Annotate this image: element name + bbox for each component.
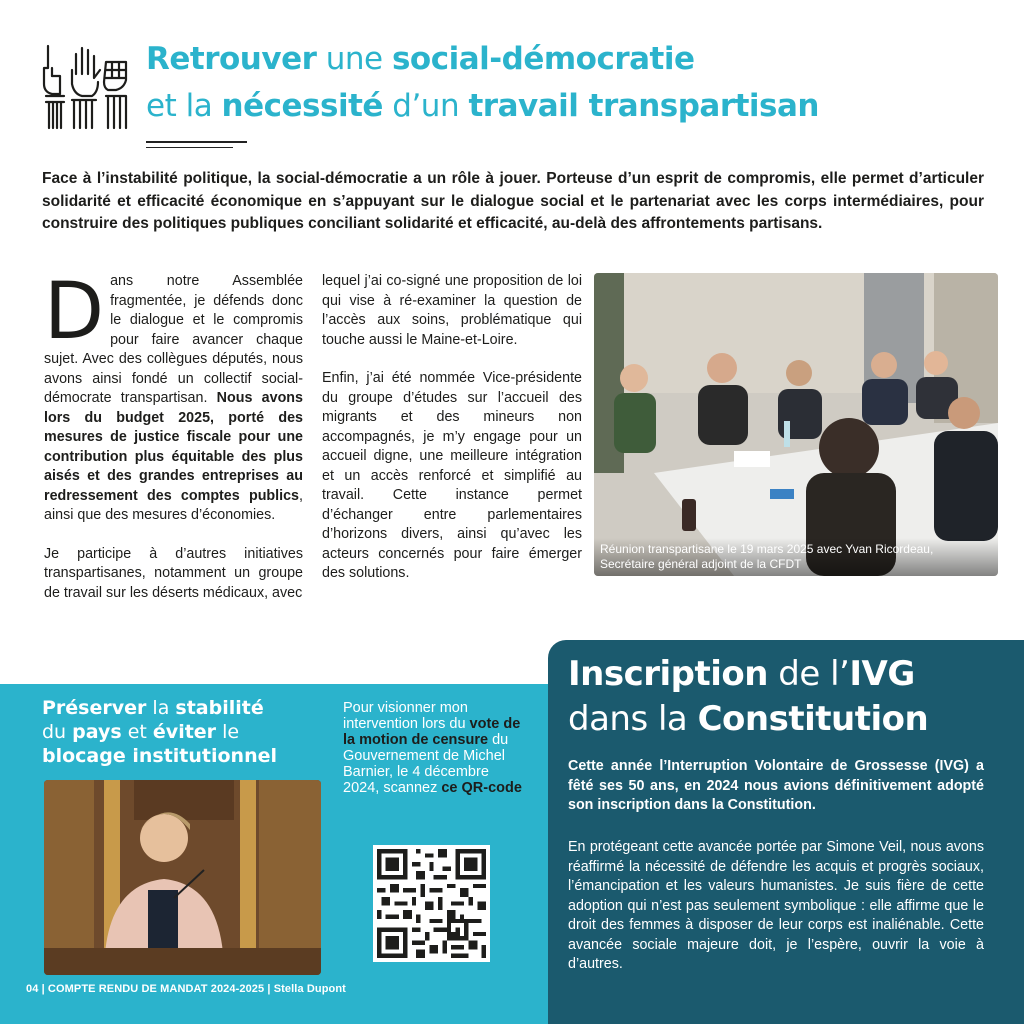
assembly-speech-photo [44,780,321,975]
stability-title-run: Préserver [42,697,147,719]
caption-line-2: Secrétaire général adjoint de la CFDT [600,557,802,571]
stability-title-run: du [42,721,73,743]
title-line-1 [146,36,819,83]
title-run: d’un [382,88,469,124]
stability-title-run: et [121,721,153,743]
qr-code-icon [377,849,486,958]
caption-line-1: Réunion transpartisane le 19 mars 2025 avec Yvan Ricordeau, [600,542,934,556]
title-run: Retrouver [146,41,317,77]
stability-title-run: stabilité [175,697,264,719]
ivg-title-run: Inscription [568,654,768,694]
qr-text-run: ce QR-code [441,780,522,796]
article-column-2 [322,272,582,603]
article-column-1 [44,267,303,622]
column2-paragraph2: Enfin, j’ai été nommée Vice-présidente du groupe d’études sur l’accueil des migrants et des mineurs non accompagnés, je m’y engage pour un accueil digne, une meilleure intégration et un accès renforcé et simplifié au travail. Cette instance permet d’échanger entre parlementaires d’horizons divers, ainsi qu’avec les acteurs concernés pour faire émerger des solutions. [322,370,582,581]
stability-title-run: le [216,721,240,743]
meeting-photo-caption [594,538,998,576]
column1-paragraph1-bold: Nous avons lors du budget 2025, porté des mesures de justice fiscale pour une contribution plus équitable des plus aisés et des grandes entreprises au redressement des comptes publics [44,390,303,504]
intro-paragraph: Face à l’instabilité politique, la social-démocratie a un rôle à jouer. Porteuse d’un esprit de compromis, elle permet d’articuler solidarité et efficacité économique en s’appuyant sur le dialogue social et le partenariat avec les corps intermédiaires, pour construire des politiques publiques conciliant solidarité et efficacité, au-delà des affrontements partisans. [42,170,984,232]
stability-title-run: blocage institutionnel [42,745,278,767]
title-run: et la [146,88,222,124]
ivg-title-line-1 [568,652,928,697]
ivg-lead-paragraph: Cette année l’Interruption Volontaire de Grossesse (IVG) a fêté ses 50 ans, en 2024 nous avions définitivement adopté son inscription dans la Constitution. [568,758,984,813]
column1-paragraph1-end: , ainsi que des mesures d’économies. [44,487,303,523]
qr-text-run: du Gouvernement de Michel Barnier, le 4 décembre 2024, scannez [343,732,509,796]
qr-code[interactable] [373,845,490,962]
title-run: une [316,41,392,77]
stability-title-run: éviter [152,721,217,743]
title-run: nécessité [221,88,383,124]
ivg-body-paragraph: En protégeant cette avancée portée par Simone Veil, nous avons réaffirmé la nécessité de défendre les acquis et progrès sociaux, l’émancipation et les valeurs humanistes. Je suis fière de cette adoption qui n’est pas seulement symbolique : elle affirme que le droit des femmes à disposer de leur corps est inaliénable. Cette avancée sociale majeure doit, je l’espère, ouvrir la voie à d’autres. [568,839,984,972]
title-divider [146,141,247,143]
stability-title-run: la [146,697,176,719]
page-footer: 04 | COMPTE RENDU DE MANDAT 2024-2025 | Stella Dupont [26,983,346,995]
column2-paragraph1: lequel j’ai co-signé une proposition de loi qui vise à ré-examiner la question de l’accès aux soins, problématique qui touche aussi le Maine-et-Loire. [322,273,582,348]
column1-paragraph2: Je participe à d’autres initiatives transpartisanes, notamment un groupe de travail sur les déserts médicaux, avec [44,545,303,601]
stability-title-run: pays [72,721,122,743]
ivg-title-run: Constitution [697,699,929,739]
title-line-2 [146,83,819,130]
stability-title [42,696,277,768]
ivg-title [568,652,928,742]
ivg-title-run: IVG [849,654,915,694]
ivg-title-run: de l’ [767,654,850,694]
meeting-photo [594,273,998,576]
qr-text-run: Pour visionner mon intervention lors du [343,700,470,732]
title-run: social-démocratie [391,41,695,77]
title-run: travail transpartisan [468,88,819,124]
ivg-title-line-2 [568,697,928,742]
qr-instructions [343,700,523,796]
dropcap-letter: D [44,267,105,357]
qr-text-run: vote de la motion de censure [343,716,521,748]
page-title [146,36,819,130]
raised-hands-icon [40,40,132,132]
title-divider-secondary [146,147,233,148]
column1-paragraph1-start: ans notre Assemblée fragmentée, je défends donc le dialogue et le compromis pour faire avancer chaque sujet. Avec des collègues députés, nous avons ainsi fondé un collectif social-démocrate transpartisan. [44,273,303,406]
ivg-title-run: dans la [568,699,698,739]
